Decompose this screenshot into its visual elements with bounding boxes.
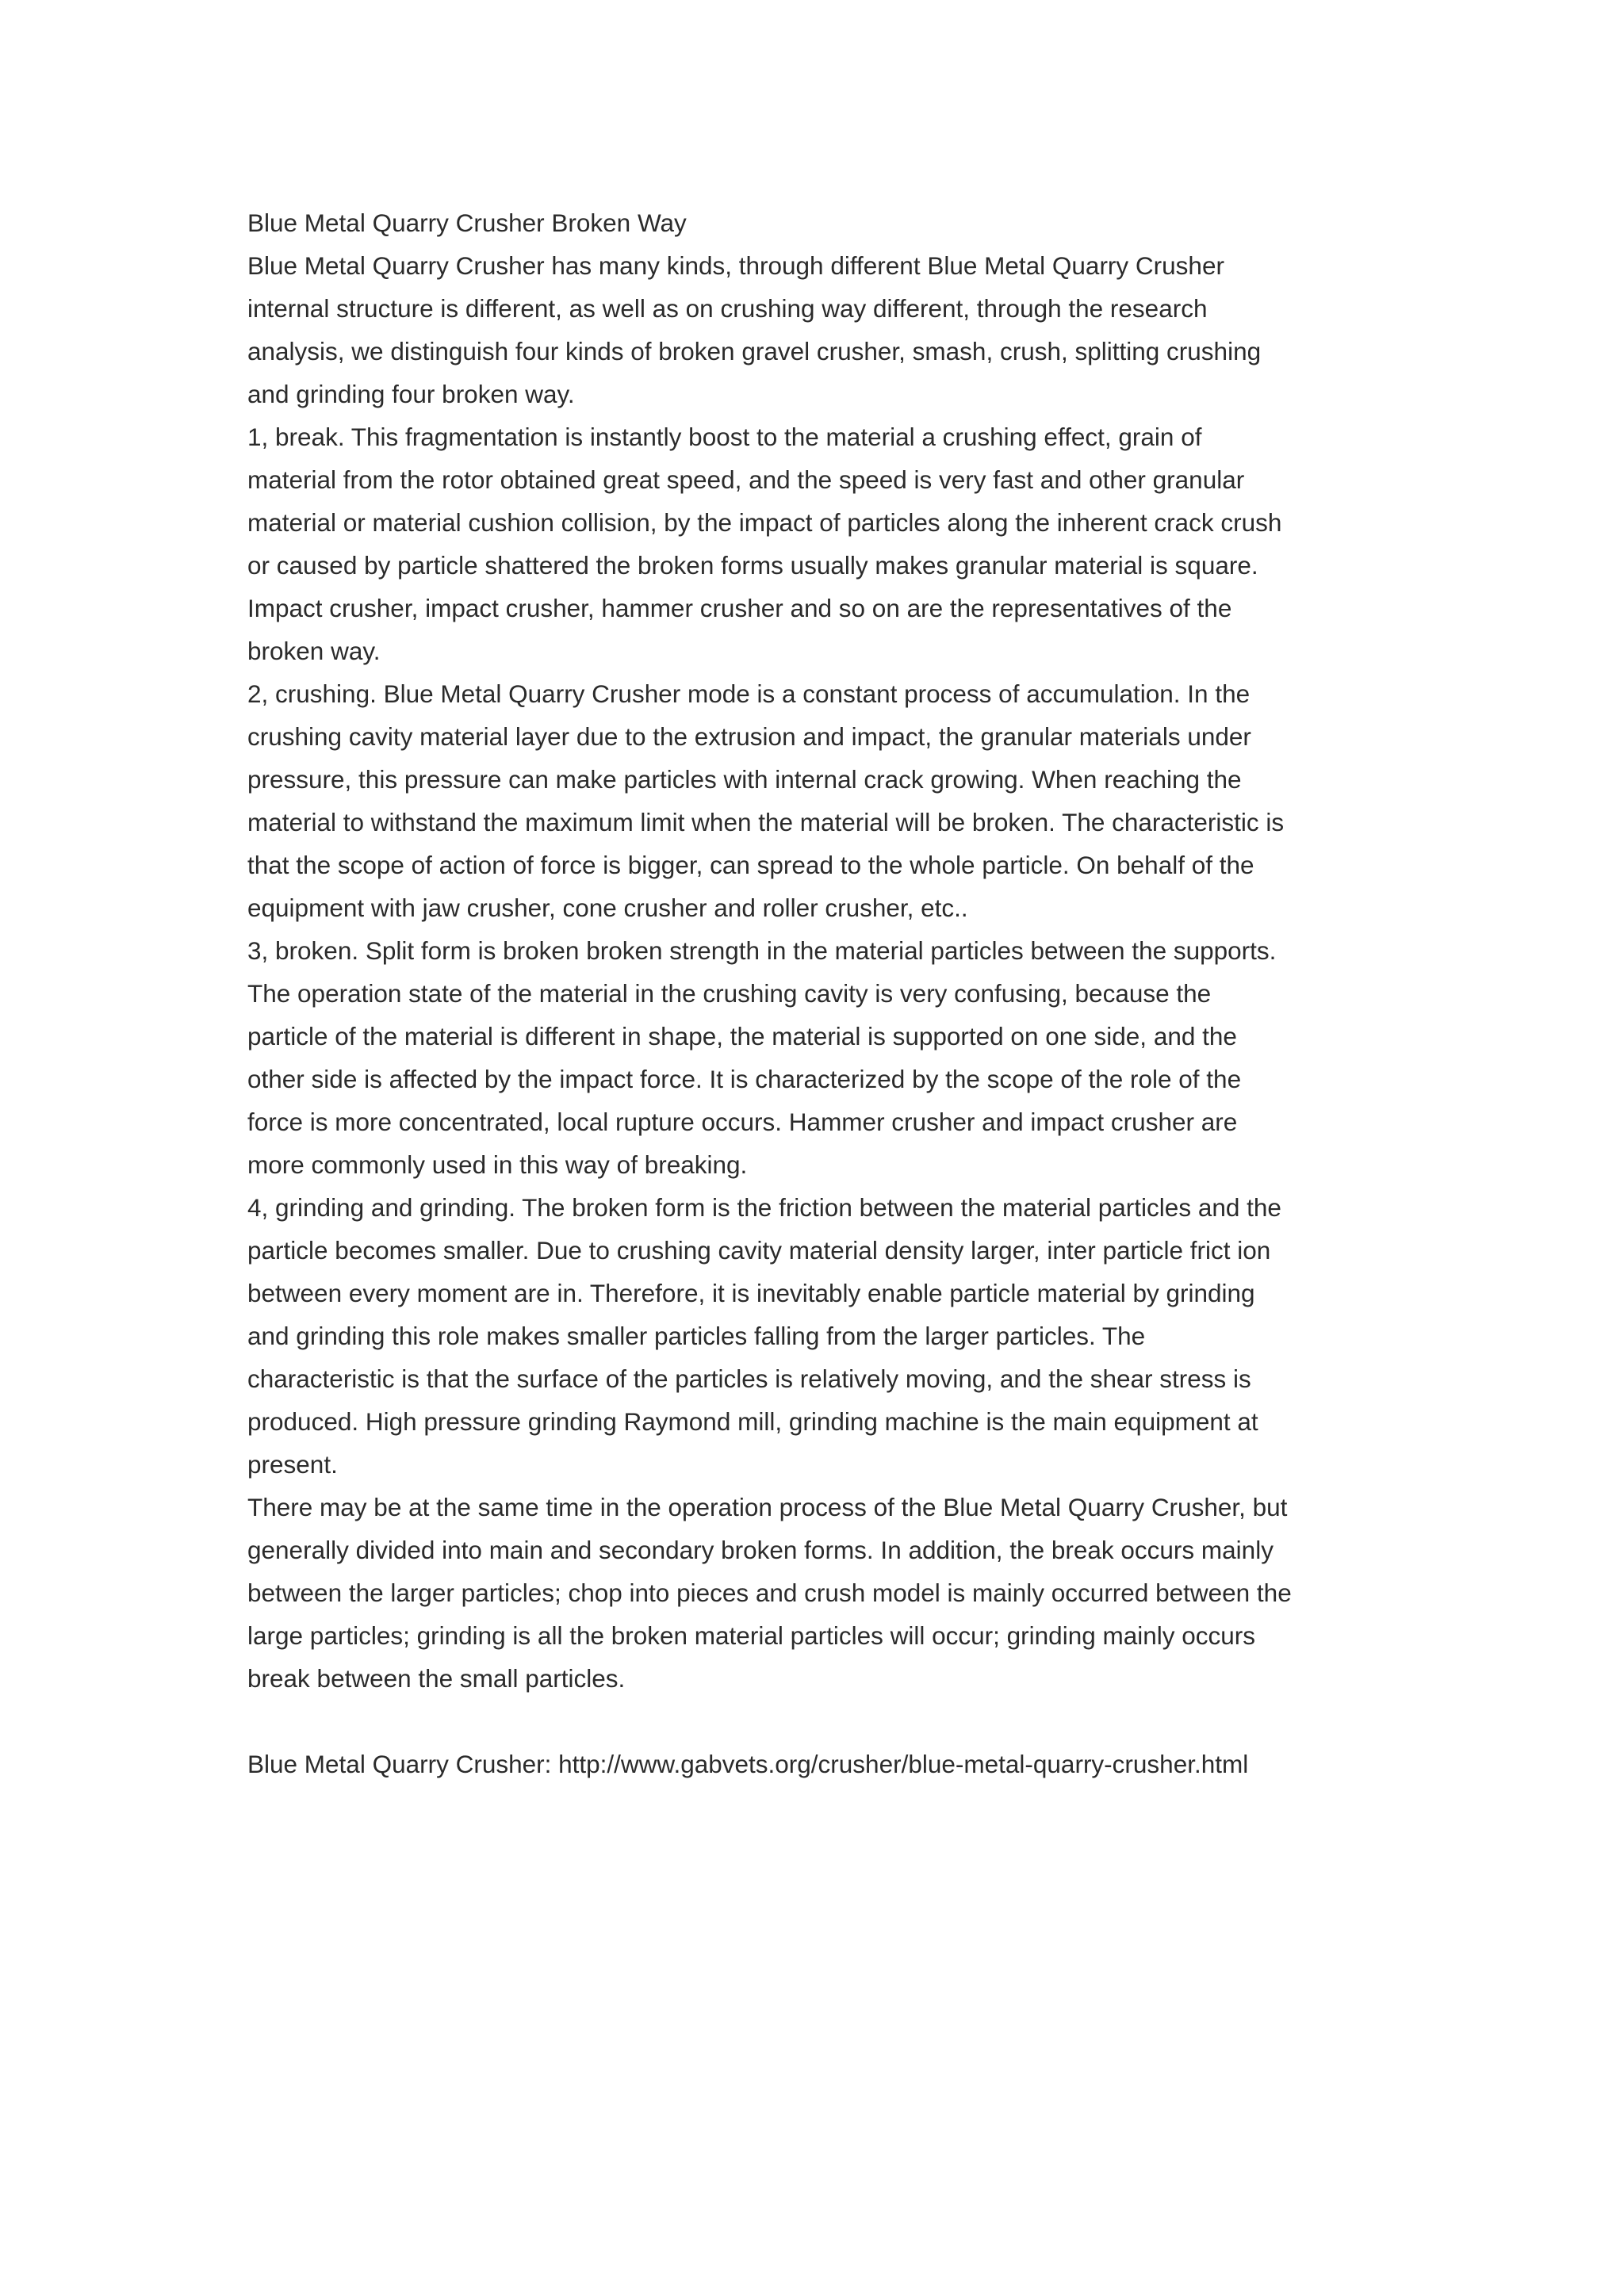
text-line: crushing cavity material layer due to the extrusion and impact, the granular materials under	[247, 722, 1251, 751]
text-line: material to withstand the maximum limit when the material will be broken. The characteristic is	[247, 808, 1285, 836]
conclusion-paragraph	[247, 1486, 1397, 1700]
text-line: Impact crusher, impact crusher, hammer crusher and so on are the representatives of the	[247, 594, 1232, 622]
text-line: 1, break. This fragmentation is instantly boost to the material a crushing effect, grain of	[247, 423, 1202, 451]
text-line: generally divided into main and secondary broken forms. In addition, the break occurs mainly	[247, 1536, 1274, 1564]
intro-paragraph	[247, 244, 1397, 415]
text-line: pressure, this pressure can make particles with internal crack growing. When reaching the	[247, 765, 1242, 794]
text-line: particle of the material is different in shape, the material is supported on one side, and the	[247, 1022, 1237, 1050]
document-body	[247, 201, 1397, 1785]
text-line: equipment with jaw crusher, cone crusher and roller crusher, etc..	[247, 894, 968, 922]
text-line: 4, grinding and grinding. The broken form is the friction between the material particles and the	[247, 1193, 1281, 1222]
text-line: material from the rotor obtained great speed, and the speed is very fast and other granular	[247, 465, 1245, 494]
text-line: material or material cushion collision, by the impact of particles along the inherent crack crush	[247, 508, 1282, 537]
text-line: produced. High pressure grinding Raymond mill, grinding machine is the main equipment at	[247, 1407, 1258, 1436]
text-line: internal structure is different, as well as on crushing way different, through the research	[247, 294, 1208, 323]
document-title: Blue Metal Quarry Crusher Broken Way	[247, 209, 687, 237]
blank-line	[247, 1700, 1397, 1743]
text-line: more commonly used in this way of breaking.	[247, 1150, 748, 1179]
text-line: The operation state of the material in the crushing cavity is very confusing, because the	[247, 979, 1212, 1008]
section-broken-paragraph	[247, 929, 1397, 1186]
text-line: There may be at the same time in the operation process of the Blue Metal Quarry Crusher, but	[247, 1493, 1288, 1521]
text-line: 3, broken. Split form is broken broken strength in the material particles between the supports.	[247, 936, 1277, 965]
text-line: 2, crushing. Blue Metal Quarry Crusher mode is a constant process of accumulation. In the	[247, 679, 1251, 708]
text-line: and grinding this role makes smaller particles falling from the larger particles. The	[247, 1322, 1146, 1350]
text-line: particle becomes smaller. Due to crushing cavity material density larger, inter particle frict ion	[247, 1236, 1271, 1265]
source-link-line: Blue Metal Quarry Crusher: http://www.gabvets.org/crusher/blue-metal-quarry-crusher.html	[247, 1750, 1249, 1778]
text-line: that the scope of action of force is bigger, can spread to the whole particle. On behalf of the	[247, 851, 1254, 879]
section-break-paragraph	[247, 415, 1397, 672]
text-line: analysis, we distinguish four kinds of broken gravel crusher, smash, crush, splitting crushing	[247, 337, 1262, 365]
text-line: or caused by particle shattered the broken forms usually makes granular material is square.	[247, 551, 1258, 580]
section-grinding-paragraph	[247, 1186, 1397, 1486]
text-line: between the larger particles; chop into pieces and crush model is mainly occurred between the	[247, 1578, 1292, 1607]
text-line: force is more concentrated, local rupture occurs. Hammer crusher and impact crusher are	[247, 1108, 1238, 1136]
text-line: large particles; grinding is all the broken material particles will occur; grinding mainly occurs	[247, 1621, 1256, 1650]
text-line: and grinding four broken way.	[247, 380, 575, 408]
text-line: Blue Metal Quarry Crusher has many kinds, through different Blue Metal Quarry Crusher	[247, 251, 1224, 280]
text-line: broken way.	[247, 637, 381, 665]
text-line: between every moment are in. Therefore, it is inevitably enable particle material by grinding	[247, 1279, 1255, 1307]
text-line: other side is affected by the impact force. It is characterized by the scope of the role of the	[247, 1065, 1242, 1093]
text-line: break between the small particles.	[247, 1664, 626, 1693]
section-crushing-paragraph	[247, 672, 1397, 929]
text-line: present.	[247, 1450, 338, 1479]
text-line: characteristic is that the surface of the particles is relatively moving, and the shear stress is	[247, 1364, 1251, 1393]
